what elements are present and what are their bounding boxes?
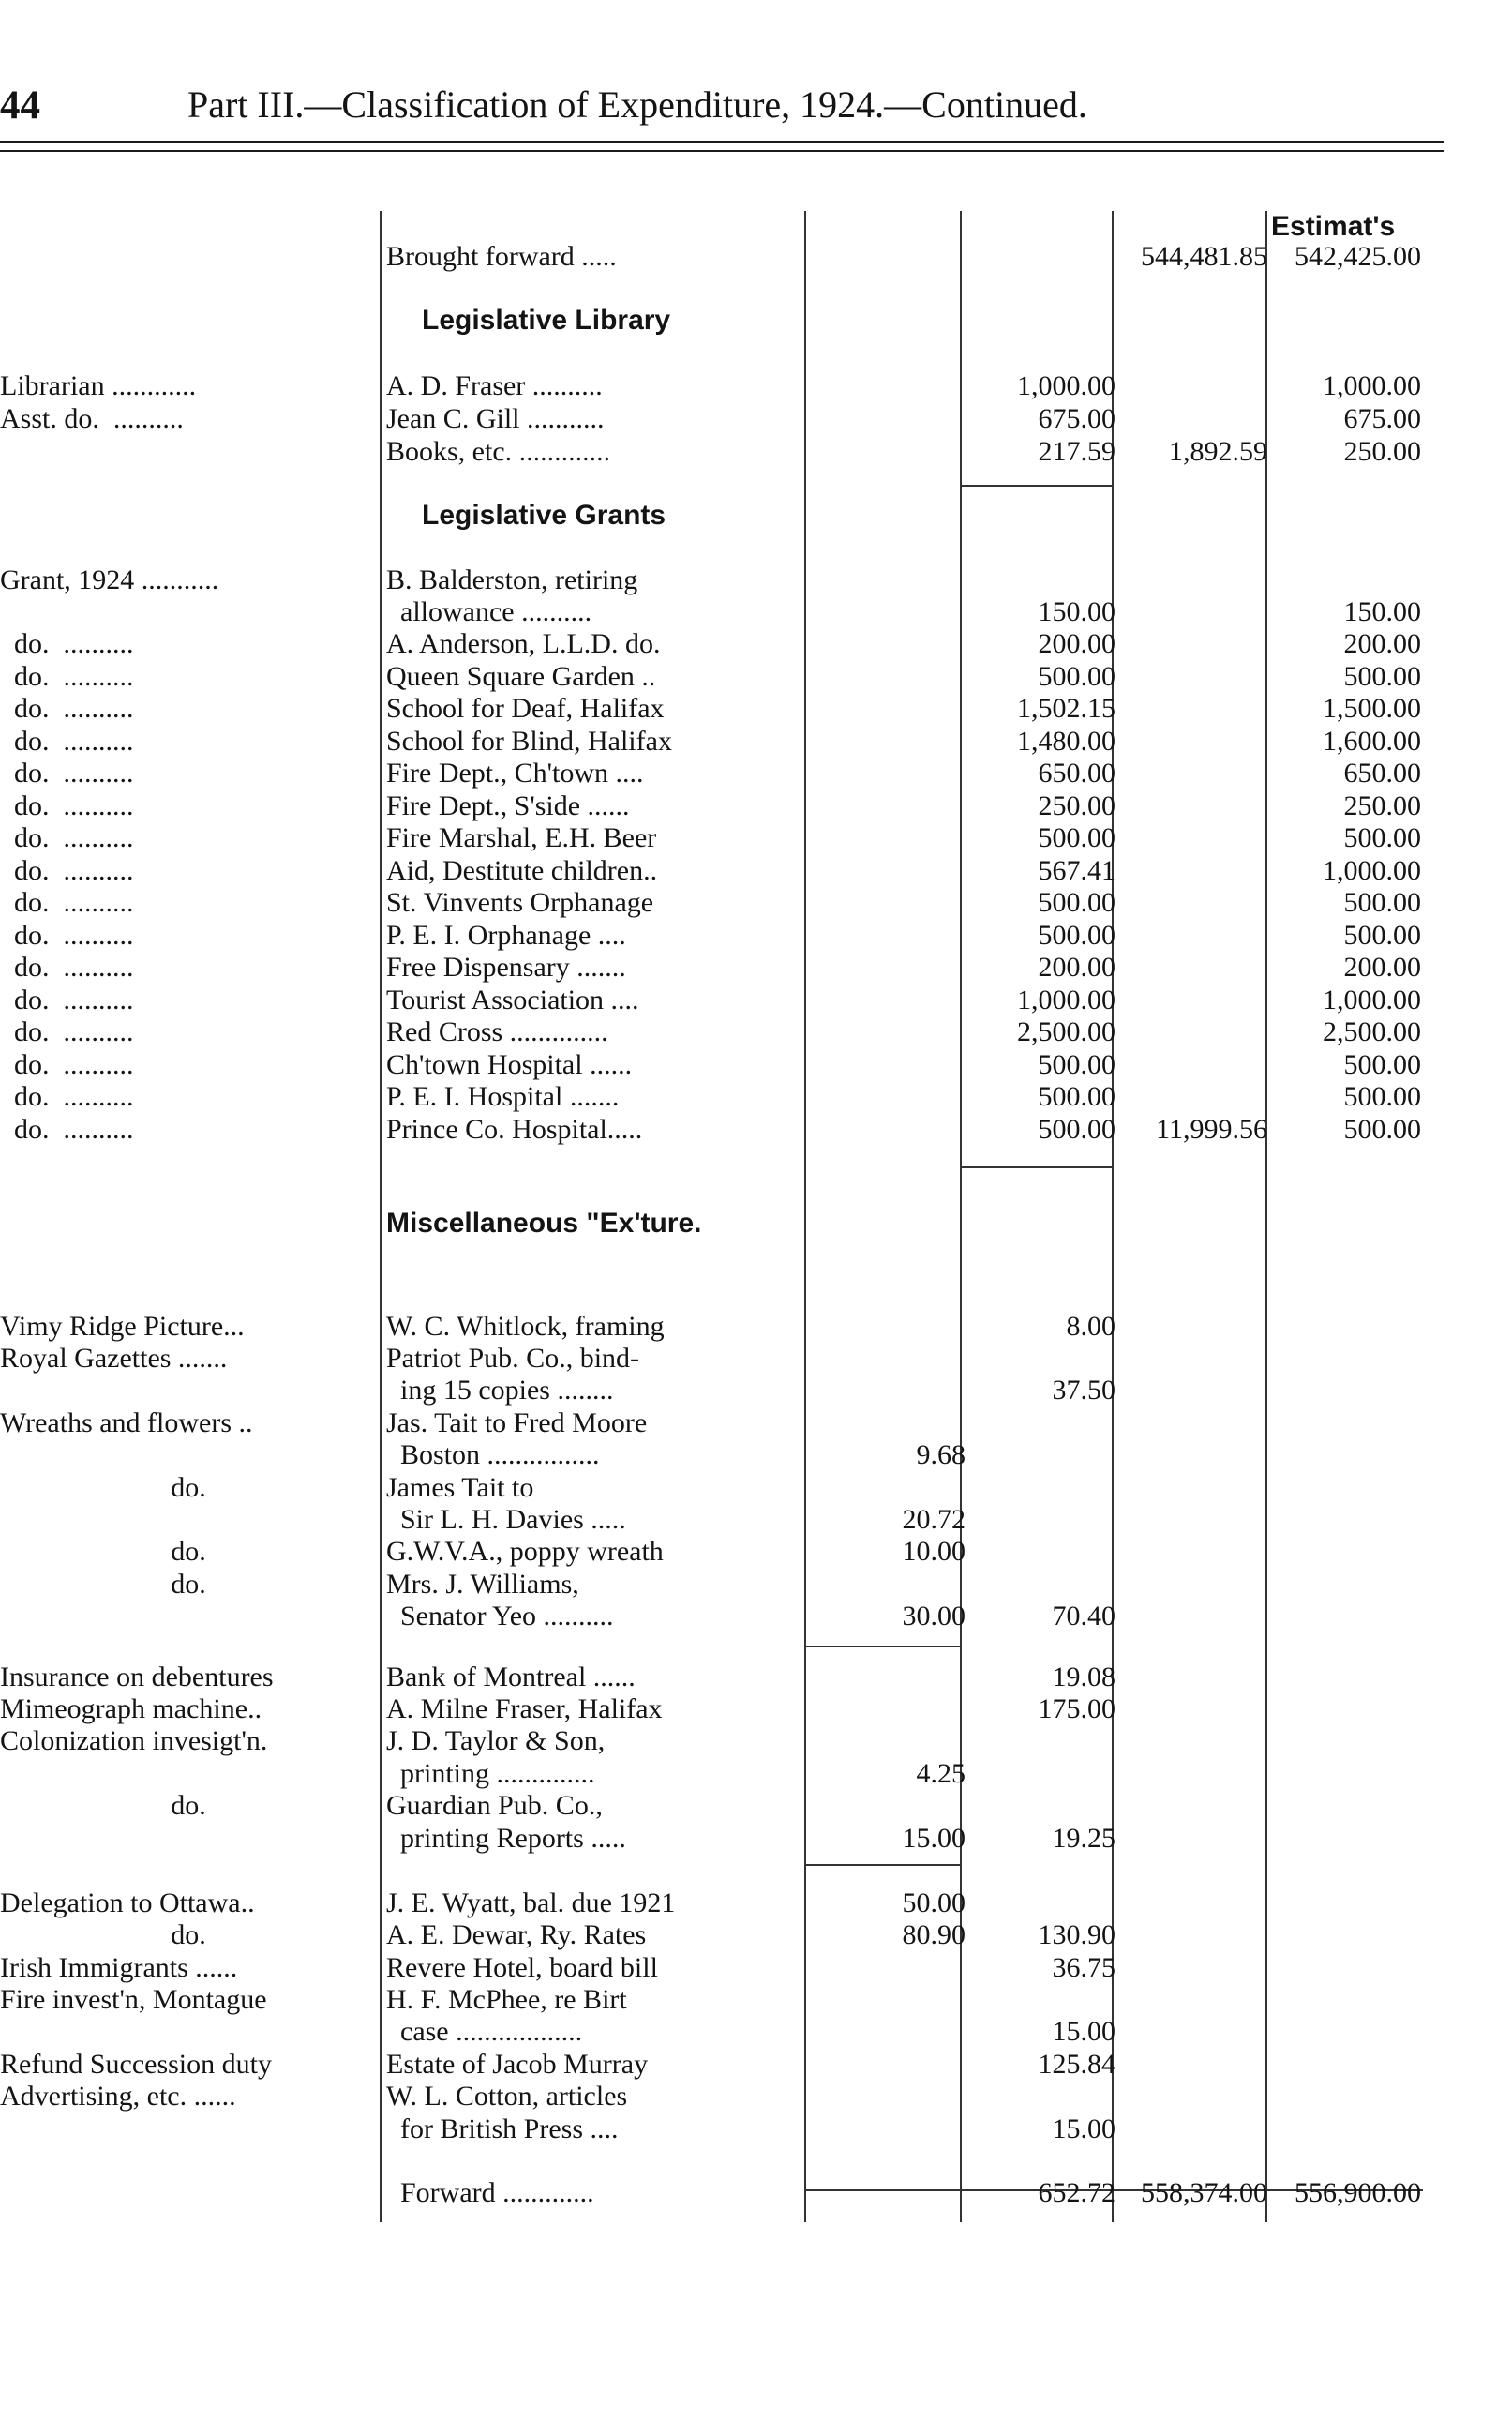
table-row [0,1407,1512,1439]
amount-detail: 9.68 [916,1439,966,1470]
payee: Boston ................ [386,1439,600,1470]
item-description: Librarian ............ [0,370,197,401]
item-description: do. .......... [0,1049,134,1080]
amount-estimate: 1,600.00 [1323,726,1421,757]
amount-item: 500.00 [1038,887,1115,918]
item-description: Fire invest'n, Montague [0,1984,267,2015]
payee: Ch'town Hospital ...... [386,1049,633,1080]
amount-estimate: 500.00 [1343,1049,1421,1080]
amount-total: 544,481.85 [1141,241,1267,272]
amount-item: 200.00 [1038,952,1115,983]
payee: allowance .......... [386,596,592,627]
payee: W. L. Cotton, articles [386,2081,628,2112]
payee: James Tait to [386,1472,534,1503]
item-description: do. [171,1919,206,1950]
item-description: Delegation to Ottawa.. [0,1887,255,1918]
payee: Senator Yeo .......... [386,1601,614,1632]
amount-estimate: 150.00 [1343,596,1421,627]
table-row [0,920,1512,952]
table-row [0,726,1512,758]
item-description: Refund Succession duty [0,2049,272,2080]
table-row [0,1016,1512,1048]
amount-item: 500.00 [1038,822,1115,853]
amount-estimate: 250.00 [1343,436,1421,467]
table-row [0,1343,1512,1375]
item-description: Asst. do. .......... [0,403,184,434]
payee: Prince Co. Hospital..... [386,1114,643,1145]
amount-estimate: 500.00 [1343,920,1421,951]
amount-estimate: 500.00 [1343,887,1421,918]
amount-item: 8.00 [1066,1311,1115,1342]
amount-estimate: 1,000.00 [1323,985,1421,1015]
amount-estimate: 1,000.00 [1323,370,1421,401]
payee: J. D. Taylor & Son, [386,1725,606,1756]
table-row [0,1311,1512,1343]
table-row [0,403,1512,435]
payee: A. Milne Fraser, Halifax [386,1693,663,1724]
amount-item: 567.41 [1038,855,1115,886]
subtotal-rule [804,1864,960,1866]
payee: A. E. Dewar, Ry. Rates [386,1919,647,1950]
payee: printing Reports ..... [386,1823,626,1854]
item-description: Advertising, etc. ...... [0,2081,236,2112]
item-description: do. .......... [0,887,134,918]
amount-item: 652.72 [1038,2177,1115,2208]
table-row [0,1081,1512,1113]
table-row [0,1758,1512,1790]
amount-item: 500.00 [1038,1114,1115,1145]
amount-estimate: 2,500.00 [1323,1016,1421,1047]
table-row [0,1439,1512,1471]
payee: Tourist Association .... [386,985,639,1015]
amount-item: 250.00 [1038,790,1115,821]
item-description: Wreaths and flowers .. [0,1407,253,1438]
item-description: do. [171,1536,206,1567]
table-row [0,628,1512,660]
table-row [0,1662,1512,1693]
table-row [0,1790,1512,1822]
table-row [0,1504,1512,1536]
section-heading: Miscellaneous "Ex'ture. [386,1208,702,1239]
amount-estimate: 200.00 [1343,628,1421,659]
amount-total: 1,892.59 [1169,436,1267,467]
subtotal-rule [960,485,1114,487]
table-row [0,1984,1512,2016]
item-description: Royal Gazettes ....... [0,1343,228,1374]
table-row [0,1536,1512,1568]
column-heading-estimates: Estimat's [1271,211,1396,242]
amount-item: 500.00 [1038,661,1115,692]
table-row [0,241,1512,273]
table-row [0,758,1512,789]
page-title: Part III.—Classification of Expenditure, 1924.—Continued. [187,83,1087,126]
payee: Estate of Jacob Murray [386,2049,649,2080]
amount-item: 36.75 [1052,1952,1115,1983]
table-row [0,887,1512,919]
item-description: do. .......... [0,1081,134,1112]
table-row [0,661,1512,693]
payee: Fire Dept., S'side ...... [386,790,630,821]
amount-detail: 15.00 [902,1823,966,1854]
amount-detail: 4.25 [916,1758,966,1789]
payee: Bank of Montreal ...... [386,1662,636,1692]
amount-estimate: 500.00 [1343,661,1421,692]
payee: Jas. Tait to Fred Moore [386,1407,648,1438]
amount-estimate: 650.00 [1343,758,1421,789]
payee: P. E. I. Orphanage .... [386,920,626,951]
amount-estimate: 500.00 [1343,822,1421,853]
table-row [0,1919,1512,1951]
table-row [0,1725,1512,1757]
table-row [0,1472,1512,1504]
payee: Queen Square Garden .. [386,661,656,692]
item-description: do. .......... [0,952,134,983]
table-row [0,855,1512,887]
payee: B. Balderston, retiring [386,564,638,595]
amount-detail: 20.72 [902,1504,966,1535]
table-row [0,985,1512,1016]
item-description: do. .......... [0,822,134,853]
amount-item: 500.00 [1038,1081,1115,1112]
item-description: do. .......... [0,790,134,821]
amount-item: 1,502.15 [1017,693,1115,724]
amount-estimate: 500.00 [1343,1081,1421,1112]
payee: Fire Dept., Ch'town .... [386,758,644,789]
payee: Fire Marshal, E.H. Beer [386,822,657,853]
table-row [0,1601,1512,1632]
table-row [0,2049,1512,2081]
item-description: do. .......... [0,1016,134,1047]
table-row [0,596,1512,628]
amount-item: 675.00 [1038,403,1115,434]
payee: Brought forward ..... [386,241,617,272]
amount-estimate: 1,500.00 [1323,693,1421,724]
item-description: do. [171,1790,206,1821]
payee: for British Press .... [386,2113,619,2144]
payee: Guardian Pub. Co., [386,1790,603,1821]
amount-item: 2,500.00 [1017,1016,1115,1047]
table-row [0,2016,1512,2048]
payee: St. Vinvents Orphanage [386,887,654,918]
item-description: do. .......... [0,726,134,757]
payee: W. C. Whitlock, framing [386,1311,665,1342]
payee: Forward ............. [386,2177,594,2208]
table-row [0,1569,1512,1601]
table-row [0,1114,1512,1146]
payee: A. Anderson, L.L.D. do. [386,628,661,659]
payee: ing 15 copies ........ [386,1375,614,1406]
section-heading: Legislative Library [422,305,671,336]
payee: Revere Hotel, board bill [386,1952,658,1983]
payee: School for Deaf, Halifax [386,693,665,724]
amount-estimate: 250.00 [1343,790,1421,821]
subtotal-rule [960,1166,1114,1168]
amount-item: 200.00 [1038,628,1115,659]
table-row [0,693,1512,725]
amount-item: 1,000.00 [1017,370,1115,401]
table-row [0,436,1512,468]
table-row [0,1887,1512,1919]
item-description: Irish Immigrants ...... [0,1952,238,1983]
amount-estimate: 500.00 [1343,1114,1421,1145]
amount-estimate: 556,900.00 [1295,2177,1421,2208]
item-description: do. [171,1472,206,1503]
amount-item: 130.90 [1038,1919,1115,1950]
table-row [0,790,1512,822]
table-row [0,1049,1512,1081]
payee: case .................. [386,2016,583,2047]
header-rule-top [0,141,1444,143]
item-description: do. .......... [0,693,134,724]
amount-item: 500.00 [1038,920,1115,951]
table-row [0,564,1512,596]
amount-estimate: 542,425.00 [1295,241,1421,272]
amount-item: 19.08 [1052,1662,1115,1692]
item-description: do. .......... [0,920,134,951]
item-description: do. .......... [0,661,134,692]
amount-estimate: 200.00 [1343,952,1421,983]
item-description: do. .......... [0,628,134,659]
page-number: 44 [0,83,40,128]
amount-item: 217.59 [1038,436,1115,467]
page-header [0,83,1512,139]
item-description: do. .......... [0,855,134,886]
payee: Patriot Pub. Co., bind- [386,1343,640,1374]
amount-item: 150.00 [1038,596,1115,627]
amount-item: 15.00 [1052,2113,1115,2144]
amount-detail: 30.00 [902,1601,966,1632]
payee: School for Blind, Halifax [386,726,672,757]
table-row [0,2113,1512,2145]
payee: printing .............. [386,1758,595,1789]
amount-item: 175.00 [1038,1693,1115,1724]
table-row [0,2177,1512,2209]
amount-detail: 80.90 [902,1919,966,1950]
amount-item: 1,000.00 [1017,985,1115,1015]
amount-item: 125.84 [1038,2049,1115,2080]
table-row [0,1952,1512,1984]
payee: J. E. Wyatt, bal. due 1921 [386,1887,676,1918]
table-row [0,1823,1512,1855]
amount-estimate: 675.00 [1343,403,1421,434]
table-row [0,952,1512,984]
item-description: Vimy Ridge Picture... [0,1311,245,1342]
item-description: Insurance on debentures [0,1662,274,1692]
payee: Books, etc. ............. [386,436,611,467]
item-description: do. .......... [0,985,134,1015]
amount-item: 1,480.00 [1017,726,1115,757]
item-description: do. .......... [0,1114,134,1145]
payee: Red Cross .............. [386,1016,608,1047]
amount-item: 500.00 [1038,1049,1115,1080]
amount-total: 558,374.00 [1141,2177,1267,2208]
section-heading: Legislative Grants [422,500,666,531]
table-row [0,370,1512,402]
table-row [0,822,1512,854]
payee: G.W.V.A., poppy wreath [386,1536,664,1567]
item-description: do. [171,1569,206,1600]
item-description: do. .......... [0,758,134,789]
item-description: Grant, 1924 ........... [0,564,219,595]
amount-item: 70.40 [1052,1601,1115,1632]
table-row [0,2081,1512,2113]
amount-item: 15.00 [1052,2016,1115,2047]
payee: Free Dispensary ....... [386,952,626,983]
payee: P. E. I. Hospital ....... [386,1081,620,1112]
payee: Mrs. J. Williams, [386,1569,579,1600]
amount-detail: 10.00 [902,1536,966,1567]
subtotal-rule [804,1646,960,1647]
header-rule-bottom [0,150,1444,152]
amount-total: 11,999.56 [1156,1114,1267,1145]
payee: A. D. Fraser .......... [386,370,603,401]
item-description: Colonization invesigt'n. [0,1725,268,1756]
amount-detail: 50.00 [902,1887,966,1918]
payee: Sir L. H. Davies ..... [386,1504,626,1535]
amount-item: 37.50 [1052,1375,1115,1406]
amount-estimate: 1,000.00 [1323,855,1421,886]
amount-item: 19.25 [1052,1823,1115,1854]
payee: H. F. McPhee, re Birt [386,1984,627,2015]
table-row [0,1693,1512,1725]
item-description: Mimeograph machine.. [0,1693,262,1724]
payee: Jean C. Gill ........... [386,403,605,434]
payee: Aid, Destitute children.. [386,855,658,886]
table-row [0,1375,1512,1406]
amount-item: 650.00 [1038,758,1115,789]
